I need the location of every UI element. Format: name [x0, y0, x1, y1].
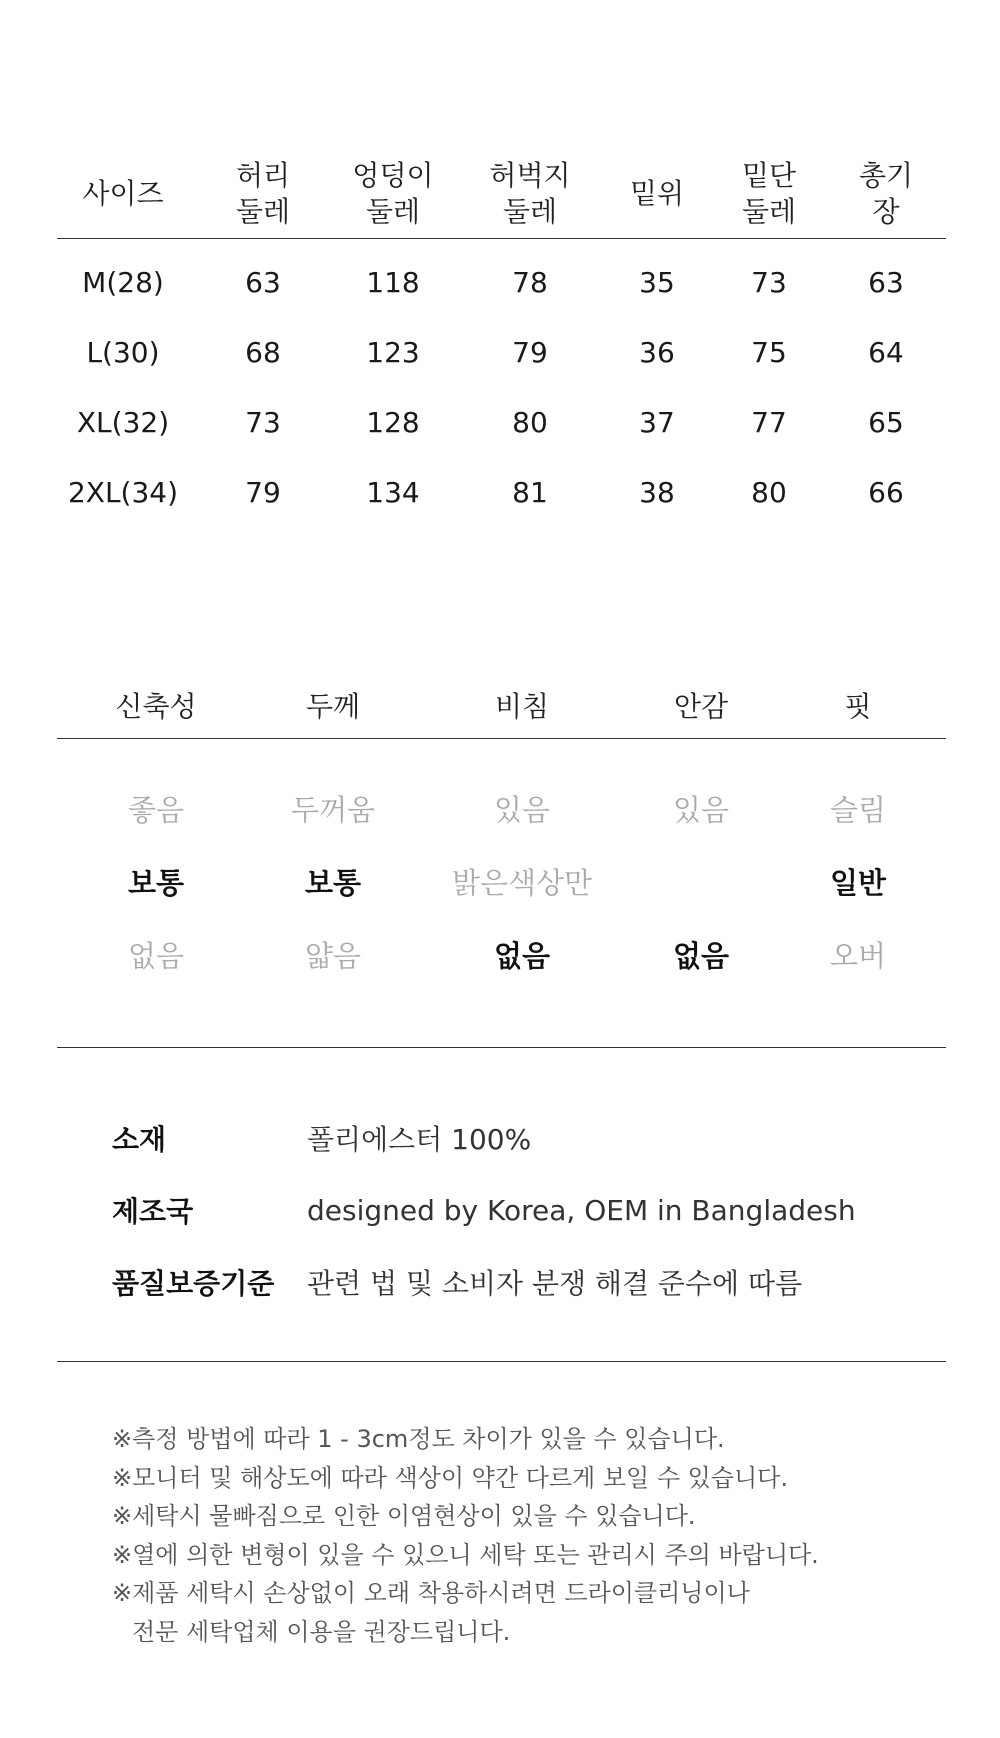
size-cell: 134 [366, 475, 420, 509]
size-cell: 80 [751, 475, 787, 509]
info-row-quality [112, 1262, 802, 1302]
note-item: 전문 세탁업체 이용을 권장드립니다. [132, 1617, 511, 1646]
property-option: 슬림 [829, 793, 887, 827]
table-row [57, 457, 946, 527]
property-option: 오버 [829, 939, 887, 973]
info-value: designed by Korea, OEM in Bangladesh [307, 1193, 856, 1227]
header-thickness: 두께 [305, 690, 361, 723]
property-option: 없음 [493, 939, 551, 973]
property-option: 얇음 [304, 939, 362, 973]
note-item: ※열에 의한 변형이 있을 수 있으니 세탁 또는 관리시 주의 바랍니다. [112, 1540, 819, 1569]
size-cell: 78 [512, 265, 548, 299]
property-option: 두꺼움 [290, 793, 376, 827]
property-option: 있음 [672, 793, 730, 827]
table-row [57, 387, 946, 457]
note-item: ※세탁시 물빠짐으로 인한 이염현상이 있을 수 있습니다. [112, 1502, 696, 1530]
note-item: ※측정 방법에 따라 1 - 3cm정도 차이가 있을 수 있습니다. [112, 1425, 725, 1453]
property-option: 없음 [127, 939, 185, 973]
size-cell: 73 [245, 405, 281, 439]
header-transparency: 비침 [494, 690, 550, 723]
info-value: 폴리에스터 100% [307, 1123, 532, 1156]
size-cell: 66 [868, 475, 904, 509]
header-hip: 엉덩이 둘레 [352, 159, 434, 228]
property-option: 있음 [493, 793, 551, 827]
property-option: 일반 [829, 866, 887, 900]
info-value: 관련 법 및 소비자 분쟁 해결 준수에 따름 [307, 1267, 803, 1300]
size-cell: 65 [868, 405, 904, 439]
property-option: 없음 [672, 939, 730, 973]
size-cell: 79 [512, 335, 548, 369]
care-notes [112, 1420, 942, 1651]
note-item: ※모니터 및 해상도에 따라 색상이 약간 다르게 보일 수 있습니다. [112, 1463, 788, 1492]
table-row [57, 247, 946, 317]
header-total-length: 총기장 [858, 159, 914, 228]
size-cell: 118 [366, 265, 420, 299]
header-size: 사이즈 [82, 177, 164, 210]
size-cell: XL(32) [76, 405, 170, 439]
fabric-property-grid [57, 788, 946, 1008]
divider [57, 1047, 946, 1048]
size-cell: 80 [512, 405, 548, 439]
size-cell: 128 [366, 405, 420, 439]
size-cell: 79 [245, 475, 281, 509]
size-cell: 73 [751, 265, 787, 299]
info-row-material [112, 1118, 531, 1158]
size-cell: 77 [751, 405, 787, 439]
size-cell: 75 [751, 335, 787, 369]
size-cell: 37 [639, 405, 675, 439]
size-cell: 35 [639, 265, 675, 299]
size-cell: 38 [639, 475, 675, 509]
header-waist: 허리 둘레 [235, 159, 291, 228]
size-cell: 36 [639, 335, 675, 369]
header-thigh: 허벅지 둘레 [489, 159, 571, 228]
header-rise: 밑위 [629, 177, 685, 210]
size-cell: 63 [868, 265, 904, 299]
header-fit: 핏 [844, 690, 872, 723]
size-cell: 81 [512, 475, 548, 509]
property-option: 좋음 [127, 793, 185, 827]
size-cell: 123 [366, 335, 420, 369]
info-label: 제조국 [112, 1195, 194, 1228]
info-row-origin [112, 1190, 856, 1230]
size-cell: L(30) [86, 335, 160, 369]
note-item: ※제품 세탁시 손상없이 오래 착용하시려면 드라이클리닝이나 [112, 1579, 750, 1607]
table-row [57, 317, 946, 387]
size-table [57, 150, 946, 527]
header-stretch: 신축성 [115, 690, 197, 723]
size-cell: 63 [245, 265, 281, 299]
property-option: 보통 [127, 866, 185, 900]
info-label: 품질보증기준 [112, 1267, 275, 1300]
size-cell: 68 [245, 335, 281, 369]
header-lining: 안감 [673, 690, 729, 723]
property-option: 밝은색상만 [451, 866, 593, 900]
property-option: 보통 [304, 866, 362, 900]
size-cell: 64 [868, 335, 904, 369]
divider [57, 1361, 946, 1362]
header-hem: 밑단 둘레 [741, 159, 797, 228]
size-cell: 2XL(34) [67, 475, 179, 509]
fabric-property-header [57, 680, 946, 739]
info-label: 소재 [112, 1123, 167, 1156]
size-cell: M(28) [82, 265, 164, 299]
size-table-header [57, 150, 946, 239]
